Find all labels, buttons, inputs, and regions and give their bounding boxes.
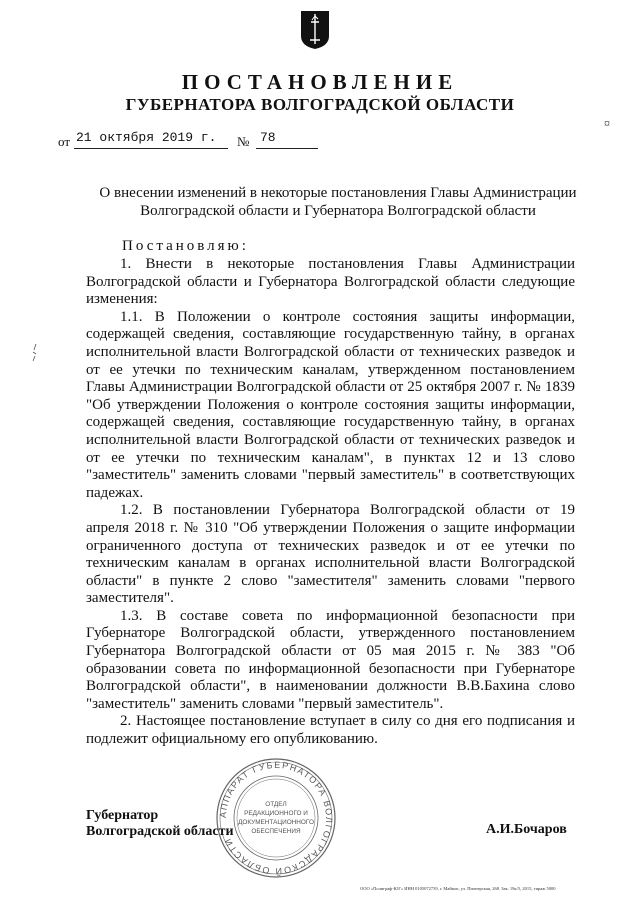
stamp-line-3: ДОКУМЕНТАЦИОННОГО (238, 819, 314, 826)
margin-mark (30, 342, 40, 362)
signer-title (86, 808, 234, 840)
official-stamp (214, 756, 338, 880)
date-underline (74, 148, 228, 149)
signer-title-line2: Волгоградской области (86, 824, 234, 839)
coat-of-arms-icon (300, 10, 330, 50)
stamp-line-1: ОТДЕЛ (265, 801, 287, 808)
stamp-line-2: РЕДАКЦИОННОГО И (244, 810, 308, 817)
paragraph-1: 1. Внести в некоторые постановления Главы Администрации Волгоградской области и Губернатора Волгоградской области следующие изменения: (86, 256, 575, 308)
number-label: № (237, 134, 250, 149)
stamp-line-4: ОБЕСПЕЧЕНИЯ (251, 828, 301, 835)
number-underline (256, 148, 318, 149)
document-date: 21 октября 2019 г. (76, 130, 217, 145)
paragraph-1-2: 1.2. В постановлении Губернатора Волгоградской области от 19 апреля 2018 г. № 310 "Об утверждении Положения о защите информации ограниченного доступа от технических разведок и от ее утечки по техническим каналам в органах исполнительной власти Волгоградской области" в пункте 2 слово "заместителя" заменить словами "первого заместителя". (86, 502, 575, 607)
document-type: ПОСТАНОВЛЕНИЕ (181, 70, 459, 94)
resolution-intro: Постановляю: (122, 238, 249, 254)
document-body (86, 256, 575, 749)
paragraph-1-1: 1.1. В Положении о контроле состояния защиты информации, содержащей сведения, составляющие государственную тайну, в органах исполнительной власти Волгоградской области от технических разведок и от ее утечки по техническим каналам, утвержденном постановлением Главы Администрации Волгоградской области от 25 октября 2007 г. № 1839 "Об утверждении Положения о контроле состояния защиты информации, содержащей сведения, составляющие государственную тайну, в органах исполнительной власти Волгоградской области от технических разведок и от ее утечки по техническим каналам", в пунктах 12 и 13 слово "заместитель" заменить словами "первый заместитель" в соответствующих падежах. (86, 308, 575, 501)
signer-name: А.И.Бочаров (486, 822, 567, 837)
document-issuer: ГУБЕРНАТОРА ВОЛГОГРАДСКОЙ ОБЛАСТИ (125, 95, 515, 114)
date-prefix: от (58, 134, 71, 149)
signer-title-line1: Губернатор (86, 808, 159, 823)
document-subject: О внесении изменений в некоторые постановления Главы Администрации Волгоградской области и Губернатора Волгоградской области (99, 185, 577, 219)
paragraph-1-3: 1.3. В составе совета по информационной безопасности при Губернаторе Волгоградской области, утвержденного постановлением Губернатора Волгоградской области от 05 мая 2015 г. № 383 "Об образовании совета по информационной безопасности при Губернаторе Волгоградской области", в наименовании должности В.В.Бахина слово "заместитель" заменить словами "первый заместитель". (86, 607, 575, 712)
corner-mark: ¤ (604, 116, 610, 130)
document-number: 78 (260, 130, 276, 145)
paragraph-2: 2. Настоящее постановление вступает в силу со дня его подписания и подлежит официальному его опубликованию. (86, 713, 575, 748)
printer-imprint: ООО «Полиграф-ЮГ» ИНН 0105072739, г. Майкоп, ул. Пионерская, 268. Зак. 19к/5, 2015, тираж 5000 (360, 886, 556, 891)
stamp-outer-text: АППАРАТ ГУБЕРНАТОРА ВОЛГОГРАДСКОЙ ОБЛАСТИ (217, 759, 335, 877)
